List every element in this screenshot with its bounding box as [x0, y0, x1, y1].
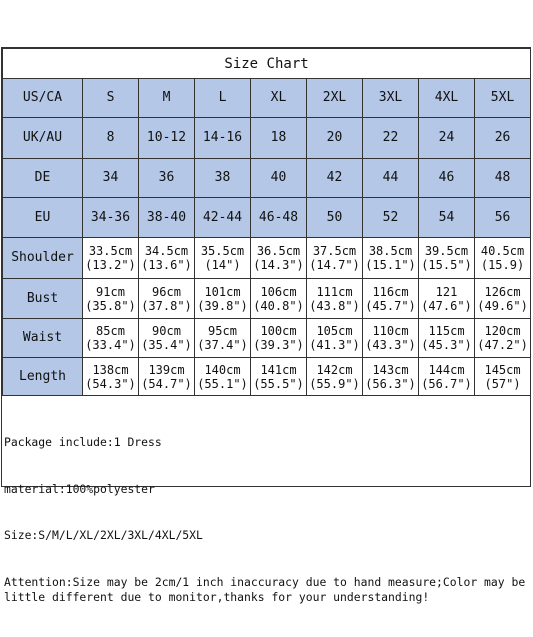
- attention-note: Attention:Size may be 2cm/1 inch inaccuracy due to hand measure;Color may be little different due to monitor,thanks for your understanding!: [4, 574, 533, 604]
- table-cell: 38: [195, 159, 251, 198]
- table-cell: 91cm (35.8"): [83, 279, 139, 319]
- table-cell: 20: [307, 118, 363, 159]
- row-label-de: DE: [3, 159, 83, 198]
- chart-title: Size Chart: [3, 49, 531, 79]
- table-cell: 142cm (55.9"): [307, 358, 363, 396]
- table-cell: 138cm (54.3"): [83, 358, 139, 396]
- table-cell: 8: [83, 118, 139, 159]
- table-cell: 35.5cm (14"): [195, 238, 251, 279]
- table-cell: 121 (47.6"): [419, 279, 475, 319]
- table-cell: 120cm (47.2"): [475, 319, 531, 358]
- table-cell: 4XL: [419, 79, 475, 118]
- row-label-eu: EU: [3, 198, 83, 238]
- size-chart-sheet: [1, 47, 533, 604]
- table-cell: 40.5cm (15.9): [475, 238, 531, 279]
- table-cell: 10-12: [139, 118, 195, 159]
- table-row-waist: [3, 319, 531, 358]
- table-cell: 14-16: [195, 118, 251, 159]
- table-cell: M: [139, 79, 195, 118]
- row-label-uk: UK/AU: [3, 118, 83, 159]
- table-cell: 56: [475, 198, 531, 238]
- table-cell: 101cm (39.8"): [195, 279, 251, 319]
- table-cell: 126cm (49.6"): [475, 279, 531, 319]
- table-cell: 85cm (33.4"): [83, 319, 139, 358]
- table-cell: 106cm (40.8"): [251, 279, 307, 319]
- table-cell: 141cm (55.5"): [251, 358, 307, 396]
- size-note: Size:S/M/L/XL/2XL/3XL/4XL/5XL: [4, 528, 203, 542]
- table-cell: L: [195, 79, 251, 118]
- table-cell: 3XL: [363, 79, 419, 118]
- table-cell: S: [83, 79, 139, 118]
- package-note: Package include:1 Dress: [4, 435, 162, 449]
- table-row-bust: [3, 279, 531, 319]
- row-label-bust: Bust: [3, 279, 83, 319]
- row-label-length: Length: [3, 358, 83, 396]
- table-cell: 144cm (56.7"): [419, 358, 475, 396]
- table-cell: 95cm (37.4"): [195, 319, 251, 358]
- table-cell: 48: [475, 159, 531, 198]
- table-cell: 46: [419, 159, 475, 198]
- table-cell: 44: [363, 159, 419, 198]
- table-cell: 2XL: [307, 79, 363, 118]
- table-cell: 33.5cm (13.2"): [83, 238, 139, 279]
- table-cell: 34: [83, 159, 139, 198]
- table-cell: 5XL: [475, 79, 531, 118]
- table-cell: 111cm (43.8"): [307, 279, 363, 319]
- table-cell: 52: [363, 198, 419, 238]
- table-cell: 145cm (57"): [475, 358, 531, 396]
- table-cell: 140cm (55.1"): [195, 358, 251, 396]
- table-cell: 100cm (39.3"): [251, 319, 307, 358]
- row-label-us: US/CA: [3, 79, 83, 118]
- table-cell: 54: [419, 198, 475, 238]
- table-row-us: [3, 79, 531, 118]
- table-cell: 36: [139, 159, 195, 198]
- table-cell: 105cm (41.3"): [307, 319, 363, 358]
- size-chart-table: [2, 48, 531, 396]
- table-cell: 50: [307, 198, 363, 238]
- table-cell: 40: [251, 159, 307, 198]
- table-cell: 34.5cm (13.6"): [139, 238, 195, 279]
- table-cell: 36.5cm (14.3"): [251, 238, 307, 279]
- table-cell: 39.5cm (15.5"): [419, 238, 475, 279]
- material-note: material:100%polyester: [4, 481, 155, 496]
- table-row-length: [3, 358, 531, 396]
- table-cell: 26: [475, 118, 531, 159]
- table-cell: 37.5cm (14.7"): [307, 238, 363, 279]
- row-label-shoulder: Shoulder: [3, 238, 83, 279]
- table-row-uk: [3, 118, 531, 159]
- row-label-waist: Waist: [3, 319, 83, 358]
- table-cell: 38-40: [139, 198, 195, 238]
- table-cell: 96cm (37.8"): [139, 279, 195, 319]
- table-cell: 42: [307, 159, 363, 198]
- table-row-eu: [3, 198, 531, 238]
- table-cell: XL: [251, 79, 307, 118]
- table-cell: 18: [251, 118, 307, 159]
- product-notes: [4, 404, 533, 637]
- table-cell: 46-48: [251, 198, 307, 238]
- table-cell: 22: [363, 118, 419, 159]
- table-cell: 115cm (45.3"): [419, 319, 475, 358]
- table-cell: 139cm (54.7"): [139, 358, 195, 396]
- table-row-de: [3, 159, 531, 198]
- table-row-shoulder: [3, 238, 531, 279]
- table-cell: 38.5cm (15.1"): [363, 238, 419, 279]
- table-cell: 116cm (45.7"): [363, 279, 419, 319]
- table-cell: 110cm (43.3"): [363, 319, 419, 358]
- table-cell: 24: [419, 118, 475, 159]
- table-cell: 42-44: [195, 198, 251, 238]
- table-cell: 34-36: [83, 198, 139, 238]
- table-cell: 143cm (56.3"): [363, 358, 419, 396]
- table-cell: 90cm (35.4"): [139, 319, 195, 358]
